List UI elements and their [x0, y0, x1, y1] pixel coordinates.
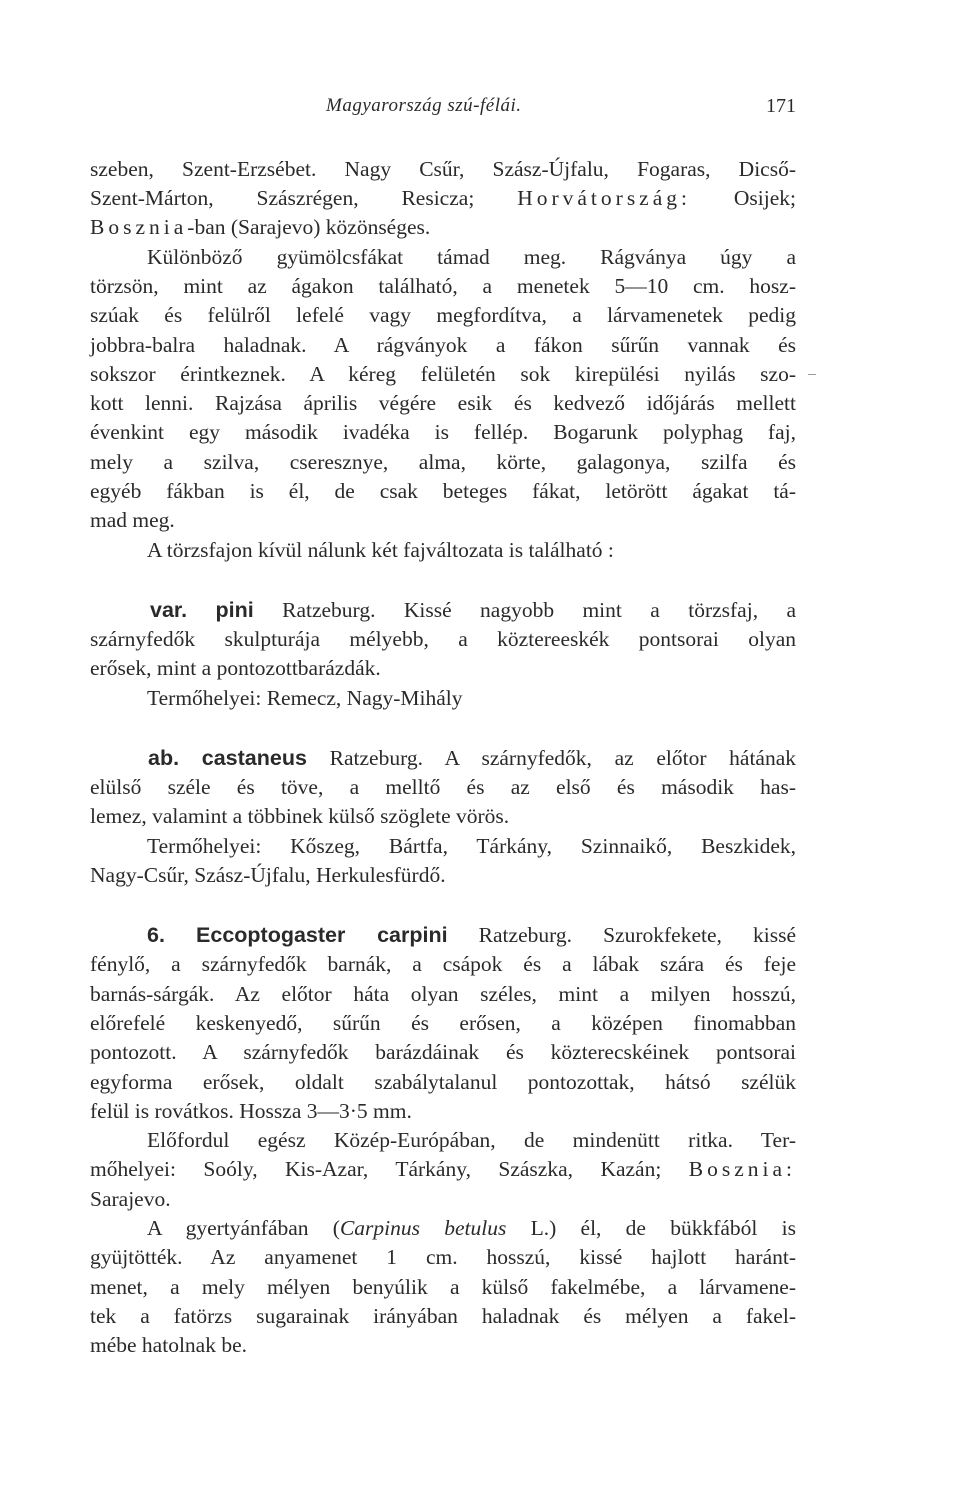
text-line: Szent-Márton, Szászrégen, Resicza; Horvátország: Osijek; [90, 186, 797, 210]
text-line: egyéb fákban is él, de csak beteges fákat, letörött ágakat tá- [90, 479, 796, 503]
text-line: tek a fatörzs sugarainak irányában haladnak és mélyen a fakel- [90, 1304, 796, 1328]
text-line: mőhelyei: Soóly, Kis-Azar, Tárkány, Szászka, Kazán; Bosznia: [90, 1157, 797, 1181]
text-line: pontozott. A szárnyfedők barázdáinak és közterecskéinek pontsorai [90, 1040, 796, 1064]
spaced-country: Bosznia: [688, 1157, 797, 1181]
text-line: Sarajevo. [90, 1187, 171, 1211]
text-line: évenkint egy második ivadéka is fellép. Bogarunk polyphag faj, [90, 420, 796, 444]
text-line: mébe hatolnak be. [90, 1333, 248, 1357]
species-name: Eccoptogaster carpini [196, 923, 448, 947]
text-line: egyforma erősek, oldalt szabálytalanul pontozottak, hátsó szélük [90, 1070, 796, 1094]
text-line: jobbra-balra haladnak. A rágványok a fákon sűrűn vannak és [90, 333, 796, 357]
text-line: menet, a mely mélyen benyúlik a külső fakelmébe, a lárvamene- [90, 1275, 796, 1299]
aberration-name: castaneus [201, 746, 307, 770]
spaced-country: Horvátország: [517, 186, 691, 210]
text-line: Termőhelyei: Kőszeg, Bártfa, Tárkány, Szinnaikő, Beszkidek, [147, 834, 796, 858]
text-line: elülső széle és töve, a melltő és az első és második has- [90, 775, 796, 799]
text-line: felül is rovátkos. Hossza 3—3·5 mm. [90, 1099, 412, 1123]
text-line: barnás-sárgák. Az előtor háta olyan széles, mint a milyen hosszú, [90, 982, 796, 1006]
text-line: törzsön, mint az ágakon található, a menetek 5—10 cm. hosz- [90, 274, 796, 298]
text-line: Nagy-Csűr, Szász-Újfalu, Herkulesfürdő. [90, 863, 446, 887]
variety-name: pini [215, 598, 254, 622]
text-line: kott lenni. Rajzása április végére esik és kedvező időjárás mellett [90, 391, 796, 415]
text-line: Bosznia-ban (Sarajevo) közönséges. [90, 215, 431, 239]
text-line: előrefelé keskenyedő, sűrűn és erősen, a középen finomabban [90, 1011, 796, 1035]
text-line: mad meg. [90, 508, 175, 532]
text-line: fénylő, a szárnyfedők barnák, a csápok és a lábak szára és feje [90, 952, 796, 976]
text-line: Termőhelyei: Remecz, Nagy-Mihály [147, 686, 463, 710]
spaced-country: Bosznia [90, 215, 188, 239]
variety-heading: var. pini Ratzeburg. Kissé nagyobb mint a törzsfaj, a [150, 598, 797, 622]
text-line: Előfordul egész Közép-Európában, de mindenütt ritka. Ter- [147, 1128, 796, 1152]
running-title: Magyarország szú-félái. [326, 95, 522, 116]
text-line: szeben, Szent-Erzsébet. Nagy Csűr, Szász-Újfalu, Fogaras, Dicső- [90, 157, 796, 181]
text-line: gyüjtötték. Az anyamenet 1 cm. hosszú, kissé hajlott haránt- [90, 1245, 796, 1269]
text-line: mely a szilva, cseresznye, alma, körte, galagonya, szilfa és [90, 450, 796, 474]
text-line: lemez, valamint a többinek külső szöglete vörös. [90, 804, 510, 828]
aberration-heading: ab. castaneus Ratzeburg. A szárnyfedők, az előtor hátának [148, 746, 797, 770]
text-line: erősek, mint a pontozottbarázdák. [90, 656, 381, 680]
margin-mark [808, 374, 816, 375]
page-header [90, 95, 796, 125]
species-heading: 6. Eccoptogaster carpini Ratzeburg. Szurokfekete, kissé [147, 923, 796, 947]
text-line: A gyertyánfában (Carpinus betulus L.) él, de bükkfából is [147, 1216, 796, 1240]
latin-name: Carpinus betulus [339, 1216, 507, 1240]
text-line: Különböző gyümölcsfákat támad meg. Rágványa úgy a [147, 245, 796, 269]
page-number: 171 [766, 95, 796, 117]
text-line: szárnyfedők skulpturája mélyebb, a köztereeskék pontsorai olyan [90, 627, 796, 651]
text-line: szúak és felülről lefelé vagy megfordítva, a lárvamenetek pedig [90, 303, 796, 327]
text-line: sokszor érintkeznek. A kéreg felületén sok kirepülési nyilás szo- [90, 362, 796, 386]
text-line: A törzsfajon kívül nálunk két fajváltozata is található : [147, 538, 614, 562]
